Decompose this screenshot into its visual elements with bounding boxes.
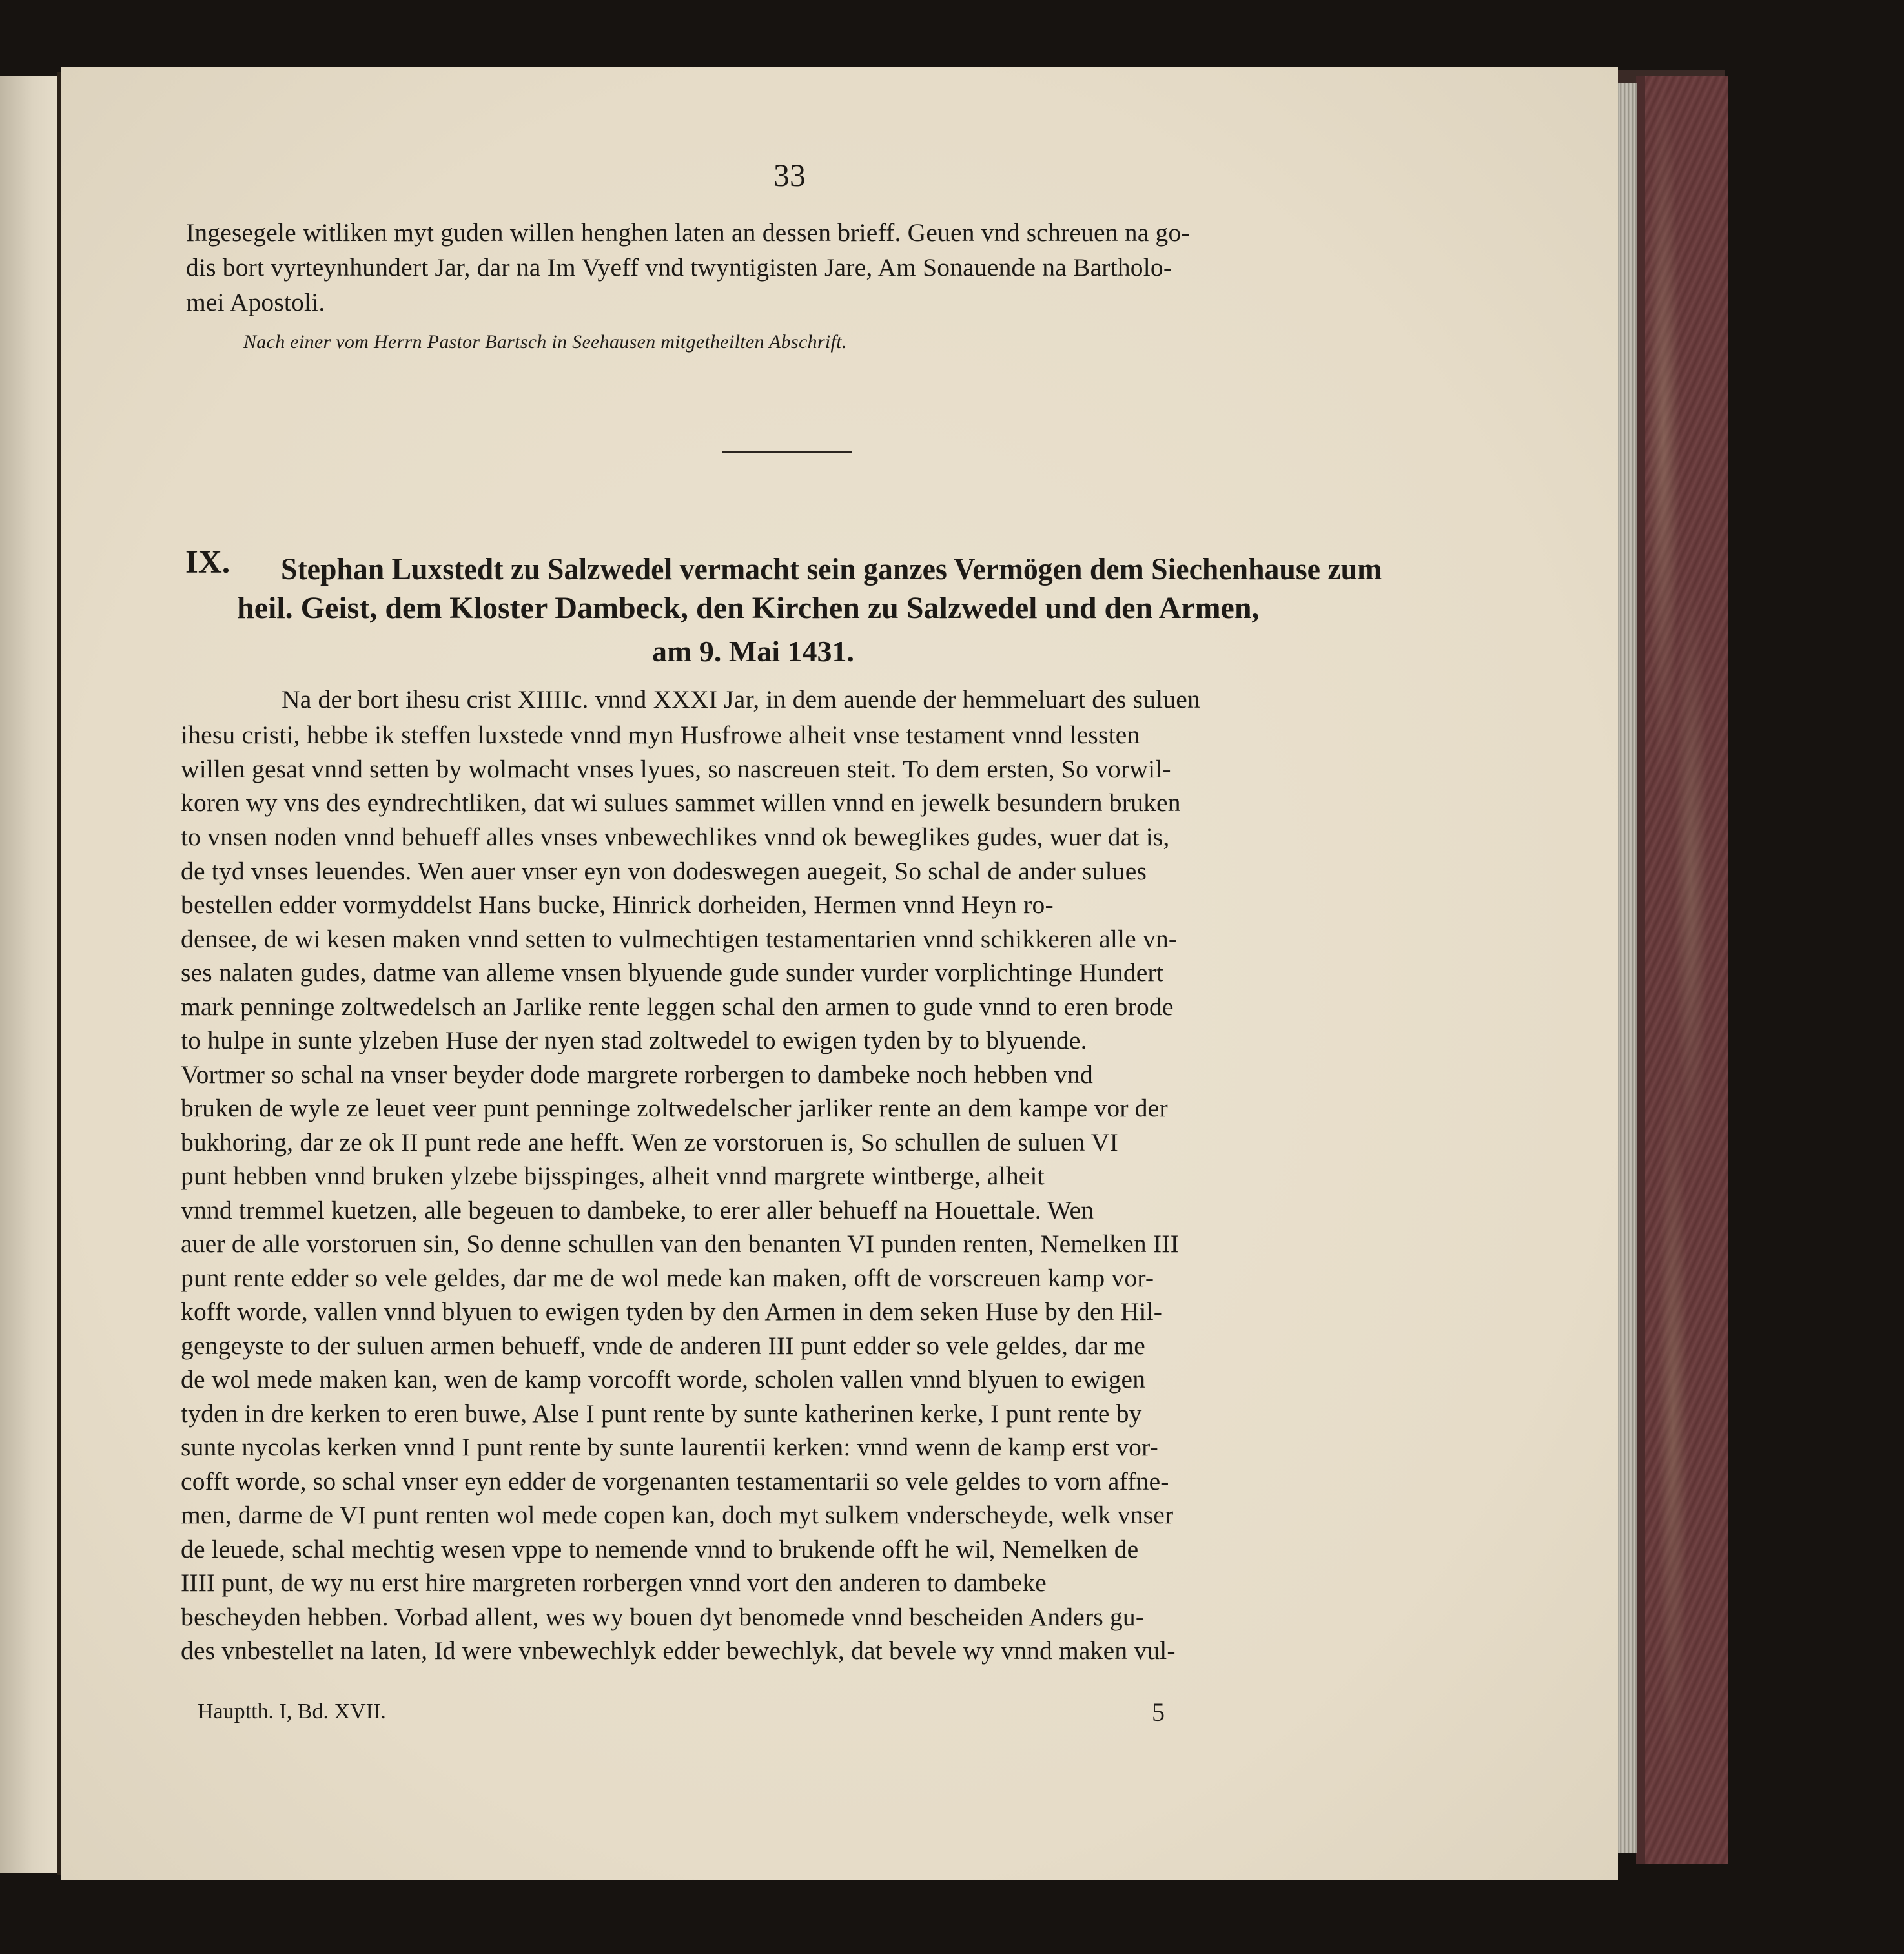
- body-line-6: de tyd vnses leuendes. Wen auer vnser eyn von dodeswegen auegeit, So schal de ander sulues: [181, 857, 1147, 885]
- body-line-7: bestellen edder vormyddelst Hans bucke, Hinrick dorheiden, Hermen vnnd Heyn ro-: [181, 890, 1054, 919]
- left-page-edge: [0, 76, 59, 1873]
- body-line-17: auer de alle vorstoruen sin, So denne schullen van den benanten VI punden renten, Nemelken III: [181, 1229, 1179, 1258]
- cover-board-spine: [1636, 76, 1645, 1864]
- body-line-24: cofft worde, so schal vnser eyn edder de vorgenanten testamentarii so vele geldes to vorn affne-: [181, 1467, 1169, 1496]
- intro-line-3: mei Apostoli.: [186, 288, 325, 316]
- body-line-1: Na der bort ihesu crist XIIIIc. vnnd XXXI Jar, in dem auende der hemmeluart des suluen: [282, 685, 1200, 714]
- intro-line-1: Ingesegele witliken myt guden willen henghen laten an dessen brieff. Geuen vnd schreuen na go-: [186, 218, 1190, 247]
- footer-volume: Hauptth. I, Bd. XVII.: [198, 1700, 386, 1723]
- body-line-18: punt rente edder so vele geldes, dar me de wol mede kan maken, offt de vorscreuen kamp vor-: [181, 1264, 1154, 1292]
- body-line-26: de leuede, schal mechtig wesen vppe to nemende vnnd to brukende offt he wil, Nemelken de: [181, 1535, 1139, 1563]
- body-line-23: sunte nycolas kerken vnnd I punt rente by sunte laurentii kerken: vnnd wenn de kamp erst vor-: [181, 1433, 1159, 1461]
- heading-line-3: am 9. Mai 1431.: [652, 635, 855, 668]
- body-line-13: bruken de wyle ze leuet veer punt penninge zoltwedelscher jarliker rente an dem kampe vor der: [181, 1094, 1168, 1122]
- body-line-4: koren wy vns des eyndrechtliken, dat wi sulues sammet willen vnnd en jewelk besundern bruken: [181, 788, 1181, 817]
- body-line-8: densee, de wi kesen maken vnnd setten to vulmechtigen testamentarien vnnd schikkeren alle vn-: [181, 925, 1178, 953]
- heading-line-1: Stephan Luxstedt zu Salzwedel vermacht sein ganzes Vermögen dem Siechenhause zum: [281, 552, 1382, 586]
- body-line-2: ihesu cristi, hebbe ik steffen luxstede vnnd myn Husfrowe alheit vnse testament vnnd lessten: [181, 721, 1140, 749]
- page-block-edge: [1618, 83, 1637, 1853]
- body-line-29: des vnbestellet na laten, Id were vnbewechlyk edder bewechlyk, dat bevele wy vnnd maken vul-: [181, 1636, 1176, 1665]
- body-line-3: willen gesat vnnd setten by wolmacht vnses lyues, so nascreuen steit. To dem ersten, So vorwil-: [181, 755, 1171, 783]
- body-line-21: de wol mede maken kan, wen de kamp vorcofft worde, scholen vallen vnnd blyuen to ewigen: [181, 1365, 1146, 1394]
- heading-number: IX.: [185, 544, 230, 581]
- body-line-22: tyden in dre kerken to eren buwe, Alse I punt rente by sunte katherinen kerke, I punt rente by: [181, 1399, 1142, 1428]
- body-line-28: bescheyden hebben. Vorbad allent, wes wy bouen dyt benomede vnnd bescheiden Anders gu-: [181, 1603, 1145, 1631]
- body-line-27: IIII punt, de wy nu erst hire margreten rorbergen vnnd vort den anderen to dambeke: [181, 1568, 1047, 1597]
- body-line-14: bukhoring, dar ze ok II punt rede ane hefft. Wen ze vorstoruen is, So schullen de suluen VI: [181, 1128, 1119, 1157]
- footer-signature: 5: [1152, 1698, 1165, 1727]
- body-line-19: kofft worde, vallen vnnd blyuen to ewigen tyden by den Armen in dem seken Huse by den Hil-: [181, 1297, 1163, 1326]
- body-line-12: Vortmer so schal na vnser beyder dode margrete rorbergen to dambeke noch hebben vnd: [181, 1060, 1093, 1089]
- intro-line-2: dis bort vyrteynhundert Jar, dar na Im Vyeff vnd twyntigisten Jare, Am Sonauende na Bartholo-: [186, 253, 1172, 282]
- body-line-25: men, darme de VI punt renten wol mede copen kan, doch myt sulkem vnderscheyde, welk vnser: [181, 1501, 1174, 1529]
- heading-line-2: heil. Geist, dem Kloster Dambeck, den Kirchen zu Salzwedel und den Armen,: [237, 591, 1260, 625]
- body-line-16: vnnd tremmel kuetzen, alle begeuen to dambeke, to erer aller behueff na Houettale. Wen: [181, 1196, 1094, 1224]
- body-line-15: punt hebben vnnd bruken ylzebe bijsspinges, alheit vnnd margrete wintberge, alheit: [181, 1162, 1045, 1190]
- source-note: Nach einer vom Herrn Pastor Bartsch in Seehausen mitgetheilten Abschrift.: [243, 331, 847, 353]
- body-line-10: mark penninge zoltwedelsch an Jarlike rente leggen schal den armen to gude vnnd to eren brode: [181, 992, 1174, 1021]
- body-line-9: ses nalaten gudes, datme van alleme vnsen blyuende gude sunder vurder vorplichtinge Hundert: [181, 958, 1164, 987]
- section-divider: [722, 451, 852, 453]
- page-number: 33: [773, 157, 806, 193]
- body-line-11: to hulpe in sunte ylzeben Huse der nyen stad zoltwedel to ewigen tyden by to blyuende.: [181, 1026, 1087, 1054]
- body-line-5: to vnsen noden vnnd behueff alles vnses vnbewechlikes vnnd ok beweglikes gudes, wuer dat is,: [181, 823, 1170, 851]
- body-line-20: gengeyste to der suluen armen behueff, vnde de anderen III punt edder so vele geldes, dar me: [181, 1332, 1145, 1360]
- marbled-cover-board: [1636, 76, 1728, 1864]
